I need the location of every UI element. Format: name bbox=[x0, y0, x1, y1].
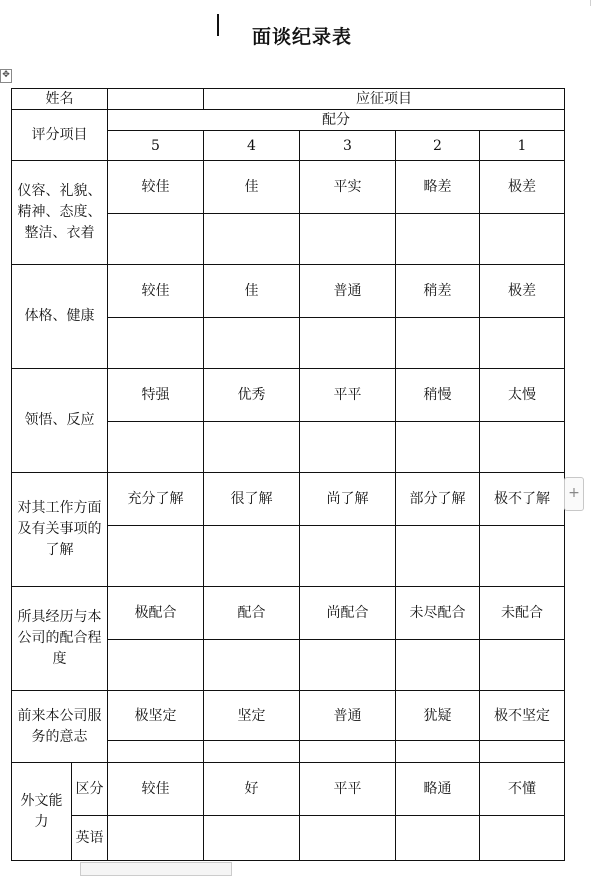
score-input-cell[interactable] bbox=[300, 526, 396, 587]
grade-cell: 不懂 bbox=[480, 763, 565, 816]
score-input-cell[interactable] bbox=[480, 640, 565, 691]
grade-cell: 尚了解 bbox=[300, 473, 396, 526]
score-input-cell[interactable] bbox=[108, 816, 204, 861]
category-label: 评分项目 bbox=[12, 110, 108, 161]
grade-cell: 极不坚定 bbox=[480, 691, 565, 741]
criterion-label: 仪容、礼貌、精神、态度、整洁、衣着 bbox=[12, 161, 108, 265]
criterion-label: 对其工作方面及有关事项的了解 bbox=[12, 473, 108, 587]
criterion-label: 所具经历与本公司的配合程度 bbox=[12, 587, 108, 691]
grade-cell: 略差 bbox=[396, 161, 480, 214]
distinction-label: 区分 bbox=[72, 763, 108, 816]
score-input-cell[interactable] bbox=[300, 640, 396, 691]
page-edge-marker bbox=[590, 0, 591, 6]
grade-cell: 配合 bbox=[204, 587, 300, 640]
score-input-cell[interactable] bbox=[480, 422, 565, 473]
score-header: 3 bbox=[300, 131, 396, 161]
title-area bbox=[0, 10, 605, 48]
table-move-handle-icon[interactable]: ✥ bbox=[0, 69, 12, 83]
grade-cell: 平实 bbox=[300, 161, 396, 214]
grade-cell: 优秀 bbox=[204, 369, 300, 422]
grade-cell: 犹疑 bbox=[396, 691, 480, 741]
grade-cell: 普通 bbox=[300, 265, 396, 318]
grade-cell: 略通 bbox=[396, 763, 480, 816]
score-input-cell[interactable] bbox=[300, 816, 396, 861]
score-input-cell[interactable] bbox=[204, 741, 300, 763]
grade-cell: 未尽配合 bbox=[396, 587, 480, 640]
grade-cell: 较佳 bbox=[108, 161, 204, 214]
grade-cell: 部分了解 bbox=[396, 473, 480, 526]
grade-cell: 稍差 bbox=[396, 265, 480, 318]
score-header: 1 bbox=[480, 131, 565, 161]
score-input-cell[interactable] bbox=[204, 816, 300, 861]
score-input-cell[interactable] bbox=[204, 640, 300, 691]
grade-cell: 平平 bbox=[300, 763, 396, 816]
grade-cell: 佳 bbox=[204, 161, 300, 214]
score-label: 配分 bbox=[108, 110, 565, 131]
score-input-cell[interactable] bbox=[480, 816, 565, 861]
grade-cell: 坚定 bbox=[204, 691, 300, 741]
language-ability-label: 外文能力 bbox=[12, 763, 72, 861]
score-input-cell[interactable] bbox=[204, 214, 300, 265]
grade-cell: 很了解 bbox=[204, 473, 300, 526]
score-input-cell[interactable] bbox=[396, 640, 480, 691]
score-input-cell[interactable] bbox=[480, 214, 565, 265]
score-input-cell[interactable] bbox=[108, 526, 204, 587]
score-input-cell[interactable] bbox=[480, 318, 565, 369]
grade-cell: 极不了解 bbox=[480, 473, 565, 526]
english-label: 英语 bbox=[72, 816, 108, 861]
score-input-cell[interactable] bbox=[300, 741, 396, 763]
score-input-cell[interactable] bbox=[300, 422, 396, 473]
grade-cell: 极坚定 bbox=[108, 691, 204, 741]
grade-cell: 普通 bbox=[300, 691, 396, 741]
score-input-cell[interactable] bbox=[396, 526, 480, 587]
criterion-label: 前来本公司服务的意志 bbox=[12, 691, 108, 763]
score-input-cell[interactable] bbox=[108, 318, 204, 369]
score-input-cell[interactable] bbox=[396, 214, 480, 265]
grade-cell: 平平 bbox=[300, 369, 396, 422]
grade-cell: 特强 bbox=[108, 369, 204, 422]
score-input-cell[interactable] bbox=[108, 741, 204, 763]
score-input-cell[interactable] bbox=[396, 741, 480, 763]
score-header: 4 bbox=[204, 131, 300, 161]
grade-cell: 较佳 bbox=[108, 265, 204, 318]
criterion-label: 体格、健康 bbox=[12, 265, 108, 369]
score-input-cell[interactable] bbox=[108, 640, 204, 691]
grade-cell: 尚配合 bbox=[300, 587, 396, 640]
score-input-cell[interactable] bbox=[480, 526, 565, 587]
score-header: 5 bbox=[108, 131, 204, 161]
grade-cell: 未配合 bbox=[480, 587, 565, 640]
score-input-cell[interactable] bbox=[300, 214, 396, 265]
grade-cell: 极差 bbox=[480, 161, 565, 214]
score-input-cell[interactable] bbox=[480, 741, 565, 763]
score-input-cell[interactable] bbox=[204, 318, 300, 369]
add-row-icon[interactable]: + bbox=[564, 477, 584, 511]
text-cursor bbox=[217, 14, 219, 36]
grade-cell: 极配合 bbox=[108, 587, 204, 640]
score-input-cell[interactable] bbox=[300, 318, 396, 369]
score-input-cell[interactable] bbox=[396, 318, 480, 369]
status-bar bbox=[80, 862, 232, 876]
score-input-cell[interactable] bbox=[204, 526, 300, 587]
criterion-label: 领悟、反应 bbox=[12, 369, 108, 473]
document-title: 面谈纪录表 bbox=[252, 26, 353, 48]
position-label: 应征项目 bbox=[204, 89, 565, 110]
score-input-cell[interactable] bbox=[204, 422, 300, 473]
grade-cell: 充分了解 bbox=[108, 473, 204, 526]
score-input-cell[interactable] bbox=[396, 422, 480, 473]
name-label: 姓名 bbox=[12, 89, 108, 110]
score-input-cell[interactable] bbox=[108, 422, 204, 473]
score-input-cell[interactable] bbox=[108, 214, 204, 265]
grade-cell: 佳 bbox=[204, 265, 300, 318]
grade-cell: 好 bbox=[204, 763, 300, 816]
score-input-cell[interactable] bbox=[396, 816, 480, 861]
grade-cell: 较佳 bbox=[108, 763, 204, 816]
name-value-cell[interactable] bbox=[108, 89, 204, 110]
grade-cell: 稍慢 bbox=[396, 369, 480, 422]
interview-record-table bbox=[11, 88, 565, 861]
grade-cell: 太慢 bbox=[480, 369, 565, 422]
grade-cell: 极差 bbox=[480, 265, 565, 318]
score-header: 2 bbox=[396, 131, 480, 161]
